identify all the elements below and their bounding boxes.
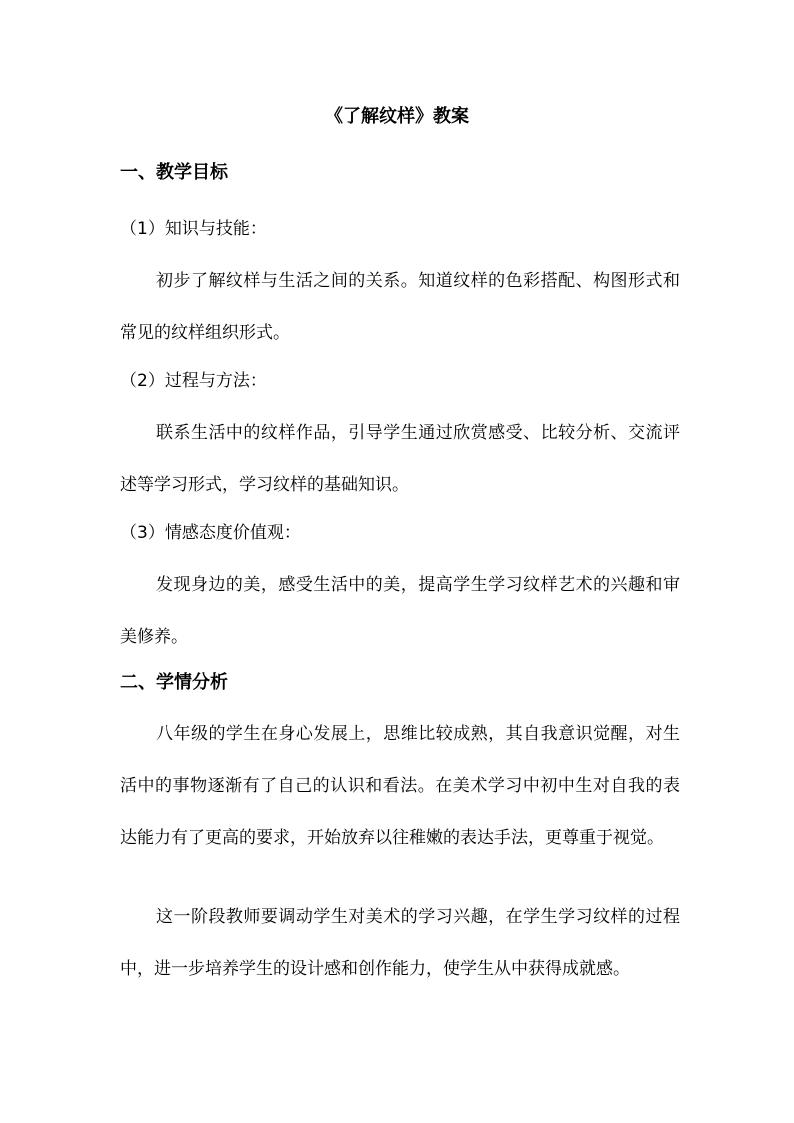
subheading-emotion-values: （3）情感态度价值观：	[120, 523, 301, 543]
section-heading-teaching-goals: 一、教学目标	[120, 162, 228, 183]
paragraph-learner-analysis-2: 这一阶段教师要调动学生对美术的学习兴趣，在学生学习纹样的过程中，进一步培养学生的设计感和创作能力，使学生从中获得成就感。	[120, 907, 680, 979]
section-heading-learner-analysis: 二、学情分析	[120, 672, 228, 693]
subheading-process-methods: （2）过程与方法：	[120, 371, 267, 391]
paragraph-process-methods: 联系生活中的纹样作品，引导学生通过欣赏感受、比较分析、交流评述等学习形式，学习纹样的基础知识。	[120, 423, 680, 495]
paragraph-learner-analysis-1: 八年级的学生在身心发展上，思维比较成熟，其自我意识觉醒，对生活中的事物逐渐有了自己的认识和看法。在美术学习中初中生对自我的表达能力有了更高的要求，开始放弃以往稚嫩的表达手法，更尊重于视觉。	[120, 724, 680, 848]
subheading-knowledge-skills: （1）知识与技能：	[120, 219, 267, 239]
document-title: 《了解纹样》教案	[325, 106, 469, 127]
paragraph-emotion-values: 发现身边的美，感受生活中的美，提高学生学习纹样艺术的兴趣和审美修养。	[120, 575, 680, 647]
paragraph-knowledge-skills: 初步了解纹样与生活之间的关系。知道纹样的色彩搭配、构图形式和常见的纹样组织形式。	[120, 271, 680, 343]
